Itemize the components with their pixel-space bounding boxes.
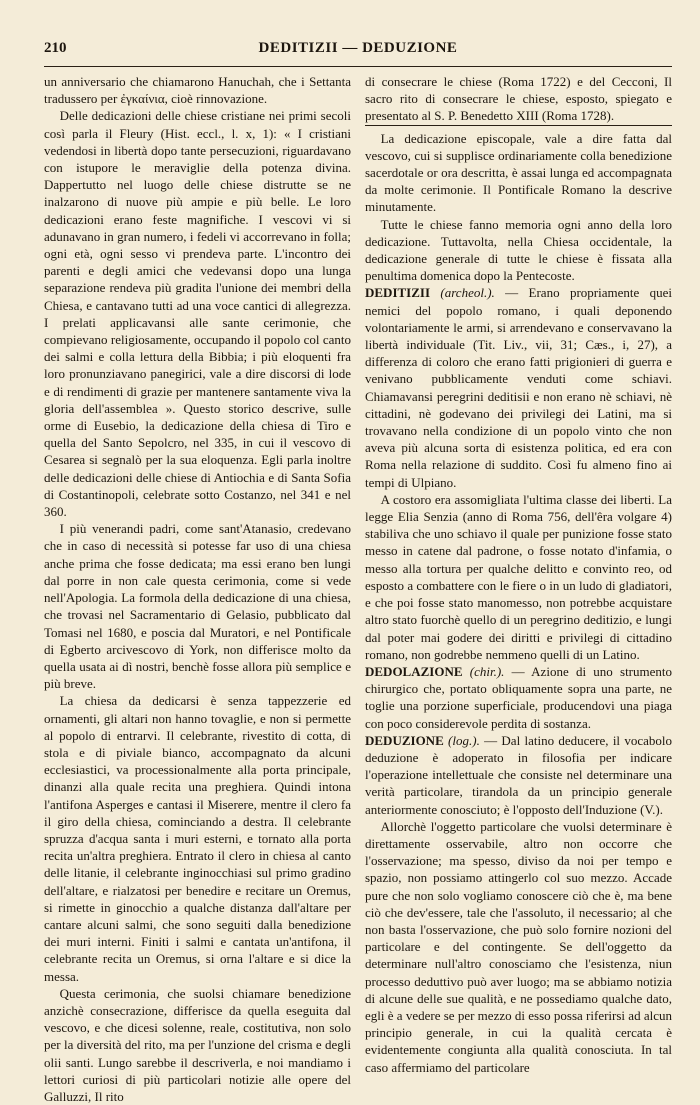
two-column-body bbox=[44, 73, 672, 1105]
paragraph: un anniversario che chiamarono Hanuchah, che i Settanta tradussero per ἐγκαίνια, cioè rinnovazione. bbox=[44, 74, 351, 107]
paragraph: I più venerandi padri, come sant'Atanasio, credevano che in caso di necessità si potesse far uso di una chiesa anche prima che fosse dedicata; ma essi erano ben lungi dal porre in non cale questa cerimonia, come si vede nell'Apologia. La formola della dedicazione di una chiesa, che trovasi nel Sacramentario di Gelasio, pubblicato dal Tomasi nel 1680, e poscia dal Muratori, e nel Pontificale di Egberto arcivescovo di York, non differisce molto da quella usata ai dì nostri, benchè fosse allora più semplice e più breve. bbox=[44, 521, 351, 692]
paragraph: Allorchè l'oggetto particolare che vuolsi determinare è direttamente osservabile, altro non occorre che l'osservazione; ma spesso, diviso da noi per tempo e spazio, non possiamo attingerlo col suo mezzo. Accade pure che non solo vogliamo conoscere ciò che è, ma bene ciò che dev'essere, tale che l'assoluto, il necessario; al che non basta l'osservazione, che può solo fornire nozioni del particolare e del contingente. Se dell'oggetto da determinare null'altro conosciamo che l'esistenza, niun processo deduttivo può aver luogo; ma se abbiamo notizia di alcune delle sue qualità, e ne possediamo qualche dato, egli è a vedere se per mezzo di esso possa riferirsi ad alcun principio generale, in cui la qualità cercata è evidentemente congiunta alla qualità conosciuta. In tal caso affermiamo del particolare bbox=[365, 818, 672, 1075]
paragraph: La chiesa da dedicarsi è senza tappezzerie ed ornamenti, gli altari non hanno tovaglie, e non si permette al popolo di entrarvi. Il celebrante, rivestito di cotta, di stola e di piviale bianco, accompagnato da alcuni ecclesiastici, va processionalmente alla porta principale, dinanzi alla quale recita una preghiera. Quindi intona l'antifona Asperges e cantasi il Miserere, mentre il clero fa il giro della chiesa, cominciando a destra. Il celebrante spruzza d'acqua santa i muri esterni, e tornato alla porta recita un'altra preghiera. Entrato il clero in chiesa al canto delle litanie, il celebrante inginocchiasi sul primo gradino dell'altare, e rialzatosi per benedire e recitare un Oremus, si rimette in ginocchio a qualche distanza dall'altare per cantare alcuni salmi, che sono seguiti dalla benedizione dei muri interni. Finiti i salmi e cantata un'antifona, il celebrante recita un Oremus, si orna l'altare e si dice la messa. bbox=[44, 693, 351, 984]
dictionary-entry-deditizii bbox=[365, 284, 672, 490]
right-column bbox=[365, 73, 672, 1105]
dictionary-entry-deduzione bbox=[365, 732, 672, 818]
entry-headword: DEDITIZII bbox=[365, 285, 431, 301]
paragraph: di consecrare le chiese (Roma 1722) e del Cecconi, Il sacro rito di consecrare le chiese, esposto, spiegato e presentato al S. P. Benedetto XIII (Roma 1728). bbox=[365, 74, 672, 124]
entry-headword: DEDUZIONE bbox=[365, 732, 444, 748]
entry-text: — Erano propriamente quei nemici del popolo romano, i quali deponendo volontariamente le armi, si arrendevano e conservavano la libertà individuale (Tit. Liv., vii, 31; Cæs., i, 27), a differenza di coloro che erano fatti prigionieri di guerra e venivano pubblicamente venduti come schiavi. Chiamavansi peregrini deditisii e non erano nè schiavi, nè cittadini, nè godevano dei privilegi dei Latini, ma si trovavano nella condizione di un popolo vinto che non aveva più alcuna sorta di esistenza politica, ed era con Roma nella relazione di suddito. Così fu almeno fino ai tempi di Ulpiano. bbox=[365, 285, 672, 490]
entry-headword: DEDOLAZIONE bbox=[365, 663, 463, 679]
paragraph: A costoro era assomigliata l'ultima classe dei liberti. La legge Elia Senzia (anno di Roma 756, dell'êra volgare 4) stabiliva che uno schiavo il quale per punizione fosse stato messo in catene dal padrone, o fosse notato d'infamia, o messo alla tortura per qualche delitto e convinto reo, od esposto a combattere con le fiere o in un ludo di gladiatori, e che poi fosse stato manomesso, non potrebbe acquistare altro stato fuorchè quello di un peregrino deditizio, e lungi dal poter mai godere dei diritti e privilegi di cittadino romano, non godrebbe nemmeno quelli di un Latino. bbox=[365, 491, 672, 662]
paragraph: La dedicazione episcopale, vale a dire fatta dal vescovo, cui si supplisce ordinariamente colla benedizione sacerdotale or ora descritta, è assai lunga ed accompagnata da molte cerimonie. Il Pontificale Romano la descrive minutamente. bbox=[365, 130, 672, 215]
column-rule bbox=[365, 125, 672, 126]
entry-text: — Azione di uno strumento chirurgico che, portato obliquamente sopra una parte, ne toglie una porzione superficiale, producendovi una piaga con poco considerevole perdita di sostanza. bbox=[365, 663, 672, 731]
entry-qualifier: (chir.). bbox=[469, 663, 505, 679]
running-head: DEDITIZII — DEDUZIONE bbox=[258, 40, 458, 56]
left-column bbox=[44, 73, 351, 1105]
paragraph: Questa cerimonia, che suolsi chiamare benedizione anzichè consecrazione, differisce da quella eseguita dal vescovo, e che dicesi solenne, reale, costitutiva, non solo per la diversità del rito, ma per l'unzione del crisma e degli olii santi. Lungo sarebbe il descriverla, e noi mandiamo i lettori curiosi di più particolari notizie alle opere del Galluzzi, Il rito bbox=[44, 985, 351, 1104]
paragraph: Tutte le chiese fanno memoria ogni anno della loro dedicazione. Tuttavolta, nella Chiesa occidentale, la dedicazione generale di tutte le chiese è fissata alla penultima domenica dopo la Pentecoste. bbox=[365, 216, 672, 284]
header-rule bbox=[44, 66, 672, 67]
page-number: 210 bbox=[44, 40, 67, 56]
paragraph: Delle dedicazioni delle chiese cristiane nei primi secoli così parla il Fleury (Hist. eccl., l. x, 1): « I cristiani vedendosi in libertà dopo tante persecuzioni, riguardavano con istupore le meraviglie della potenza divina. Dappertutto nel luogo delle chiese distrutte se ne inalzarono di nuove più ampie e più belle. Le loro dedicazioni erano feste magnifiche. I vescovi vi si adunavano in gran numero, i fedeli vi accorrevano in folla; ogni età, ogni sesso vi prendeva parte. L'incontro dei parenti e degli amici che vedevansi dopo una lunga separazione rendeva più gradita l'unione dei membri della Chiesa, e cantavano tutti ad una voce cantici di allegrezza. I prelati applicavansi alle sante cerimonie, che compievano religiosamente, occupando il popolo col canto dei salmi e colla lettura della Bibbia; i più eloquenti fra loro pronunziavano panegirici, vale a dire discorsi di lode e di rendimenti di grazie per mantenere santamente viva la gloria dell'assemblea ». Questo storico descrive, sulle orme di Eusebio, la dedicazione della chiesa di Tiro e quella del Santo Sepolcro, nel 335, in cui il vescovo di Cesarea si segnalò per la sua eloquenza. Egli parla inoltre delle dedicazioni delle chiese di Antiochia e di Santa Sofia di Costantinopoli, celebrate sotto Costanzo, nel 341 e nel 360. bbox=[44, 108, 351, 520]
entry-qualifier: (archeol.). bbox=[440, 285, 495, 301]
page-header bbox=[44, 40, 672, 64]
dictionary-entry-dedolazione bbox=[365, 663, 672, 732]
entry-text: — Dal latino deducere, il vocabolo deduzione è adoperato in filosofia per indicare l'operazione intellettuale che consiste nel determinare una verità particolare, tirandola da un principio generale anteriormente conosciuto; è l'opposto dell'Induzione (V.). bbox=[365, 732, 672, 817]
entry-qualifier: (log.). bbox=[448, 732, 480, 748]
